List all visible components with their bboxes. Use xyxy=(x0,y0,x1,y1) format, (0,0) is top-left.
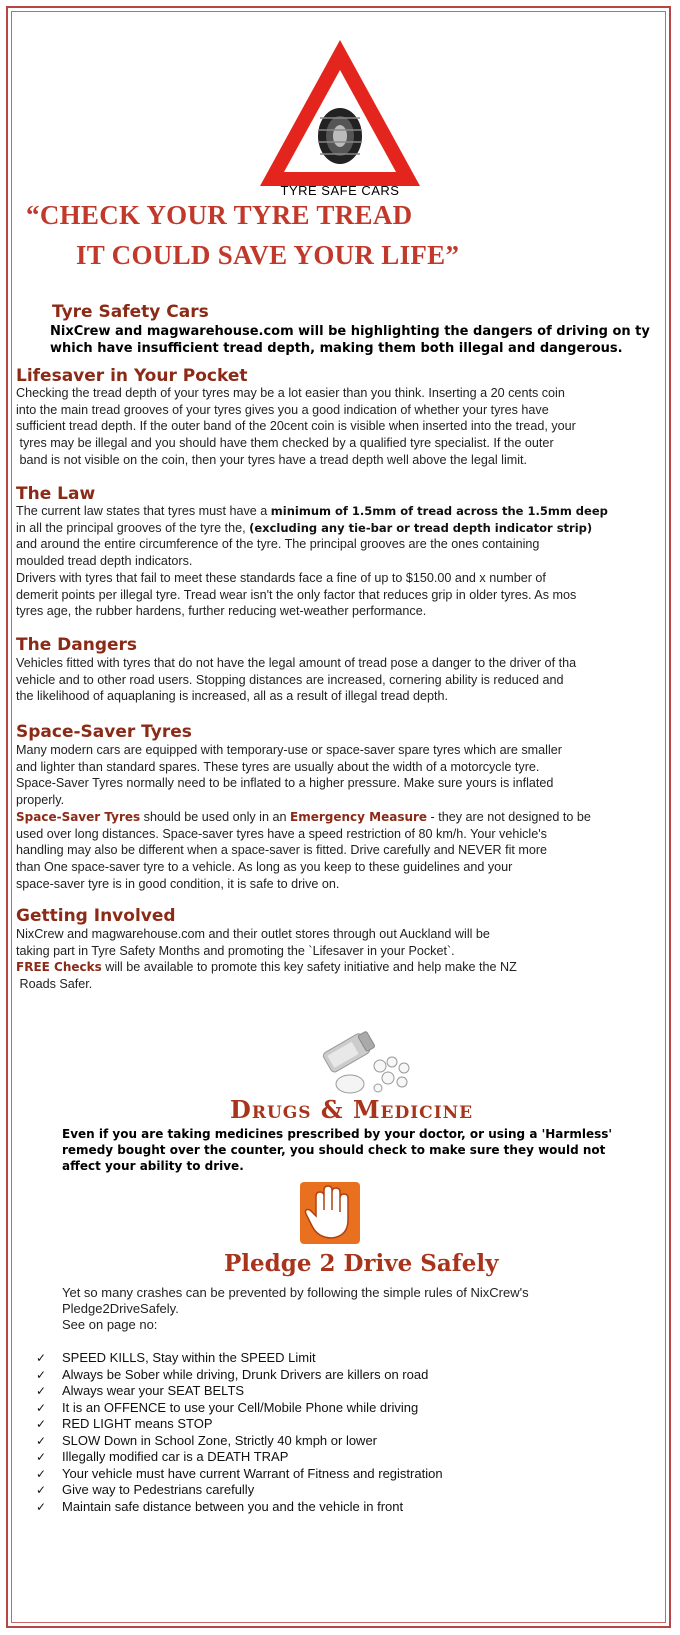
drugs-title: Drugs & Medicine xyxy=(230,1095,474,1124)
list-item xyxy=(36,1416,636,1433)
tyre-icon xyxy=(318,108,362,164)
rule-text: Illegally modified car is a DEATH TRAP xyxy=(62,1449,289,1464)
list-item xyxy=(36,1367,636,1384)
text-line: vehicle and to other road users. Stopping distances are increased, cornering ability is reduced and xyxy=(16,672,564,687)
check-icon: ✓ xyxy=(36,1367,47,1382)
logo-caption: TYRE SAFE CARS xyxy=(280,183,400,198)
involved-body xyxy=(16,926,672,993)
text-line: Vehicles fitted with tyres that do not have the legal amount of tread pose a danger to the driver of tha xyxy=(16,656,577,670)
check-icon: ✓ xyxy=(36,1499,47,1514)
spacesaver-body xyxy=(16,742,672,892)
text-line: used over long distances. Space-saver tyres have a speed restriction of 80 km/h. Your vehicle's xyxy=(16,826,547,841)
law-title: The Law xyxy=(16,484,96,504)
text-line: and lighter than standard spares. These tyres are usually about the width of a motorcycle tyre. xyxy=(16,759,540,774)
rule-text: SLOW Down in School Zone, Strictly 40 kmph or lower xyxy=(62,1432,378,1448)
text-line: Roads Safer. xyxy=(16,977,93,992)
headline-text-2: IT COULD SAVE YOUR LIFE xyxy=(76,240,446,270)
close-quote: ” xyxy=(445,240,460,270)
lifesaver-body xyxy=(16,385,672,469)
rule-text: RED LIGHT means STOP xyxy=(62,1416,213,1431)
text-span: in all the principal grooves of the tyre the, xyxy=(16,520,250,535)
open-quote: “ xyxy=(26,200,40,230)
pills-image xyxy=(318,1022,418,1094)
text-span: - they are not designed to be xyxy=(427,809,591,824)
free-checks-line xyxy=(16,959,672,976)
spacesaver-em-2: Emergency Measure xyxy=(290,809,428,824)
check-icon: ✓ xyxy=(36,1400,47,1415)
pledge-title: Pledge 2 Drive Safely xyxy=(224,1250,499,1277)
check-icon: ✓ xyxy=(36,1433,47,1448)
text-span: should be used only in an xyxy=(140,809,290,824)
check-icon: ✓ xyxy=(36,1483,47,1497)
list-item xyxy=(36,1449,636,1466)
drugs-body xyxy=(62,1126,662,1174)
text-line: Even if you are taking medicines prescribed by your doctor, or using a 'Harmless' xyxy=(62,1127,613,1141)
headline-text-1: CHECK YOUR TYRE TREAD xyxy=(39,200,413,230)
rule-text: Always be Sober while driving, Drunk Drivers are killers on road xyxy=(62,1366,429,1382)
dangers-title: The Dangers xyxy=(16,635,138,655)
rule-text: Always wear your SEAT BELTS xyxy=(62,1383,245,1398)
spacesaver-title: Space-Saver Tyres xyxy=(16,722,192,742)
text-line: demerit points per illegal tyre. Tread wear isn't the only factor that reduces grip in older tyres. As mos xyxy=(16,587,577,602)
check-icon: ✓ xyxy=(36,1417,47,1431)
text-line: Space-Saver Tyres normally need to be inflated to a higher pressure. Make sure yours is inflated xyxy=(16,776,554,791)
text-line: Checking the tread depth of your tyres may be a lot easier than you think. Inserting a 20 cents coin xyxy=(16,386,565,400)
list-item xyxy=(36,1350,636,1367)
text-line: NixCrew and magwarehouse.com and their outlet stores through out Auckland will be xyxy=(16,927,490,941)
text-line: and around the entire circumference of the tyre. The principal grooves are the ones containing xyxy=(16,537,540,552)
free-checks-label: FREE Checks xyxy=(16,960,102,975)
text-line: Yet so many crashes can be prevented by following the simple rules of NixCrew's xyxy=(62,1285,529,1300)
involved-title: Getting Involved xyxy=(16,906,176,926)
text-line: space-saver tyre is in good condition, it is safe to drive on. xyxy=(16,876,340,891)
text-line: Drivers with tyres that fail to meet these standards face a fine of up to $150.00 and x number of xyxy=(16,570,546,585)
text-span: will be available to promote this key safety initiative and help make the NZ xyxy=(101,960,517,975)
list-item xyxy=(36,1482,636,1499)
check-icon: ✓ xyxy=(36,1351,47,1365)
text-line: affect your ability to drive. xyxy=(62,1159,244,1173)
law-bold-1: minimum of 1.5mm of tread across the 1.5mm deep xyxy=(270,504,608,518)
text-line: handling may also be different when a space-saver is fitted. Drive carefully and NEVER fit more xyxy=(16,843,548,858)
text-line: Pledge2DriveSafely. xyxy=(62,1301,179,1316)
rule-text: Your vehicle must have current Warrant of Fitness and registration xyxy=(62,1465,443,1481)
text-line: than One space-saver tyre to a vehicle. As long as you keep to these guidelines and your xyxy=(16,859,513,874)
headline-line1 xyxy=(26,200,412,231)
text-line: tyres age, the rubber hardens, further reducing wet-weather performance. xyxy=(16,604,427,619)
rule-text: It is an OFFENCE to use your Cell/Mobile Phone while driving xyxy=(62,1399,419,1415)
check-icon: ✓ xyxy=(36,1466,47,1481)
text-line: Many modern cars are equipped with temporary-use or space-saver spare tyres which are smaller xyxy=(16,743,562,757)
text-line: taking part in Tyre Safety Months and promoting the `Lifesaver in your Pocket`. xyxy=(16,943,455,958)
law-body xyxy=(16,503,672,620)
check-icon: ✓ xyxy=(36,1450,47,1464)
text-span: The current law states that tyres must have a xyxy=(16,504,271,518)
rule-text: SPEED KILLS, Stay within the SPEED Limit xyxy=(62,1350,316,1365)
hand-stop-icon xyxy=(298,1180,362,1246)
pledge-rules-list xyxy=(36,1350,636,1515)
text-line: moulded tread depth indicators. xyxy=(16,554,193,569)
dangers-body xyxy=(16,655,672,705)
text-line: remedy bought over the counter, you should check to make sure they would not xyxy=(62,1143,606,1157)
text-line: See on page no: xyxy=(62,1317,158,1332)
intro-title: Tyre Safety Cars xyxy=(52,302,209,322)
intro-line-2: which have insufficient tread depth, making them both illegal and dangerous. xyxy=(50,341,623,356)
intro-text xyxy=(50,323,672,357)
text-line: sufficient tread depth. If the outer band of the 20cent coin is visible when inserted into the tread, your xyxy=(16,419,576,434)
text-line: the likelihood of aquaplaning is increased, all as a result of illegal tread depth. xyxy=(16,689,448,704)
lifesaver-title: Lifesaver in Your Pocket xyxy=(16,366,248,386)
law-line-1 xyxy=(16,503,672,520)
rule-text: Give way to Pedestrians carefully xyxy=(62,1482,255,1497)
law-bold-2: (excluding any tie-bar or tread depth indicator strip) xyxy=(249,520,593,535)
intro-line-1: NixCrew and magwarehouse.com will be highlighting the dangers of driving on ty xyxy=(50,324,650,339)
tyre-warning-logo xyxy=(250,36,430,202)
pledge-intro xyxy=(62,1285,662,1333)
law-line-2 xyxy=(16,520,672,537)
spacesaver-emphasis-line xyxy=(16,809,672,826)
text-line: band is not visible on the coin, then your tyres have a tread depth well above the legal limit. xyxy=(16,452,528,467)
headline-line2 xyxy=(76,240,459,271)
rule-text: Maintain safe distance between you and the vehicle in front xyxy=(62,1498,404,1514)
list-item xyxy=(36,1466,636,1483)
list-item xyxy=(36,1499,636,1516)
list-item xyxy=(36,1383,636,1400)
check-icon: ✓ xyxy=(36,1384,47,1398)
list-item xyxy=(36,1400,636,1417)
list-item xyxy=(36,1433,636,1450)
spacesaver-em-1: Space-Saver Tyres xyxy=(16,809,141,824)
text-line: properly. xyxy=(16,793,65,808)
text-line: tyres may be illegal and you should have them checked by a qualified tyre specialist. If the outer xyxy=(16,436,554,451)
text-line: into the main tread grooves of your tyres gives you a good indication of whether your tyres have xyxy=(16,402,549,417)
